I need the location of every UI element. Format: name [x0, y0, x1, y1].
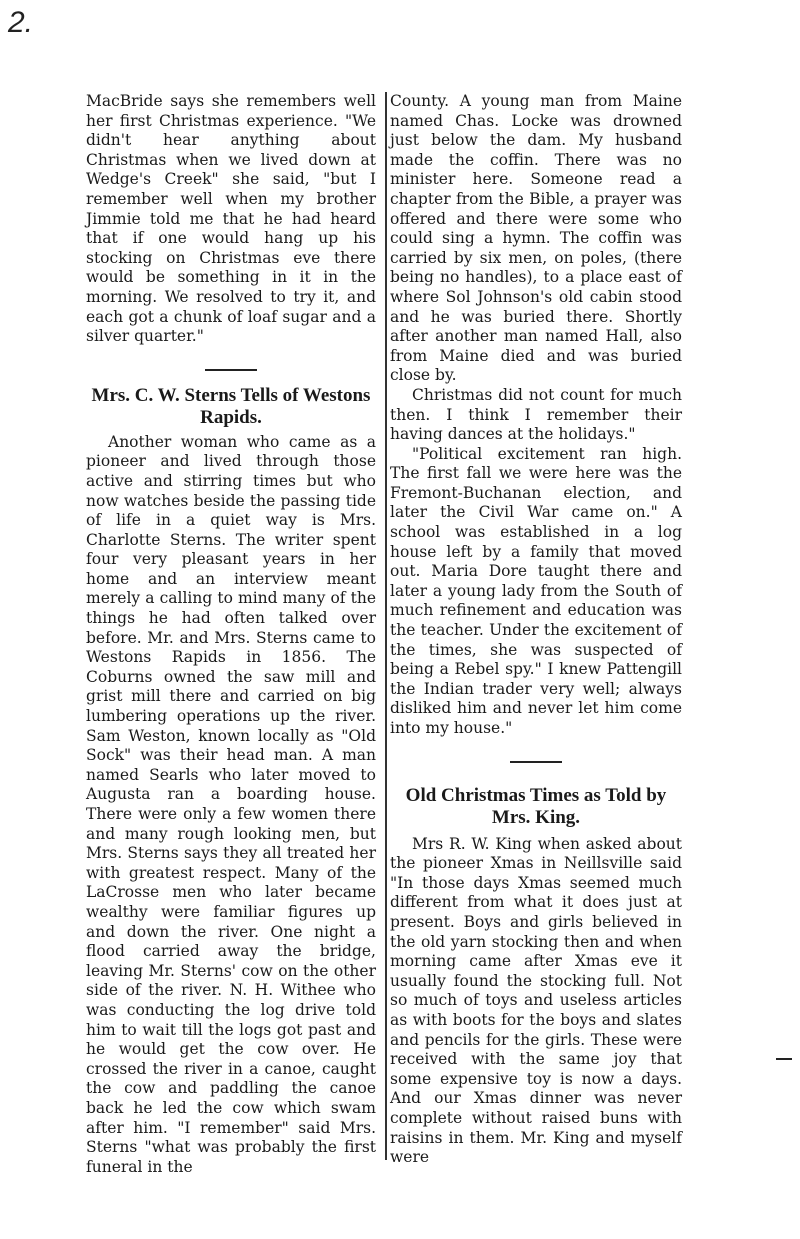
continuation-paragraph: County. A young man from Maine named Chas. Locke was drowned just below the dam. My husband made the coffin. There was no minister here. Someone read a chapter from the Bible, a prayer was offered and there were some who could sing a hymn. The coffin was carried by six men, on poles, (there being no handles), to a place east of where Sol Johnson's old cabin stood and he was buried there. Shortly after another man named Hall, also from Maine died and was buried close by.: [390, 92, 682, 385]
margin-mark: [776, 1058, 792, 1060]
intro-paragraph: MacBride says she remembers well her first Christmas experience. "We didn't hear anything about Christmas when we lived down at Wedge's Creek" she said, "but I remember well when my brother Jimmie told me that he had heard that if one would hang up his stocking on Christmas eve there would be something in it in the morning. We resolved to try it, and each got a chunk of loaf sugar and a silver quarter.": [86, 92, 376, 346]
sterns-body-paragraph: Another woman who came as a pioneer and lived through those active and stirring times but who now watches beside the passing tide of life in a quiet way is Mrs. Charlotte Sterns. The writer spent four very pleasant years in her home and an interview meant merely a calling to mind many of the things he had often talked over before. Mr. and Mrs. Sterns came to Westons Rapids in 1856. The Coburns owned the saw mill and grist mill there and carried on big lumbering operations up the river. Sam Weston, known locally as "Old Sock" was their head man. A man named Searls who later moved to Augusta ran a boarding house. There were only a few women there and many rough looking men, but Mrs. Sterns says they all treated her with greatest respect. Many of the LaCrosse men who later became wealthy were familiar figures up and down the river. One night a flood carried away the bridge, leaving Mr. Sterns' cow on the other side of the river. N. H. Withee who was conducting the log drive told him to wait till the logs got past and he would get the cow over. He crossed the river in a canoe, caught the cow and paddling the canoe back he led the cow which swam after him. "I remember" said Mrs. Sterns "what was probably the first funeral in the: [86, 432, 376, 1176]
sterns-headline: Mrs. C. W. Sterns Tells of Westons Rapids.: [91, 384, 371, 428]
king-headline: Old Christmas Times as Told by Mrs. King.: [405, 784, 667, 828]
right-column: [390, 92, 682, 1168]
paragraph-political-excitement: "Political excitement ran high. The first fall we were here was the Fremont-Buchanan election, and later the Civil War came on." A school was established in a log house left by a family that moved out. Maria Dore taught there and later a young lady from the South of much refinement and education was the teacher. Under the excitement of the times, she was suspected of being a Rebel spy." I knew Pattengill the Indian trader very well; always disliked him and never let him come into my house.": [390, 444, 682, 737]
king-body-paragraph: Mrs R. W. King when asked about the pioneer Xmas in Neillsville said "In those days Xmas seemed much different from what it does just at present. Boys and girls believed in the old yarn stocking then and when morning came after Xmas eve it usually found the stocking full. Not so much of toys and useless articles as with boots for the boys and slates and pencils for the girls. These were received with the same joy that some expensive toy is now a days. And our Xmas dinner was never complete without raised buns with raisins in them. Mr. King and myself were: [390, 834, 682, 1167]
left-column: [86, 92, 376, 1177]
column-divider: [385, 92, 387, 1160]
page-number: 2.: [8, 6, 34, 39]
paragraph-christmas-dances: Christmas did not count for much then. I think I remember their having dances at the holidays.": [390, 385, 682, 444]
